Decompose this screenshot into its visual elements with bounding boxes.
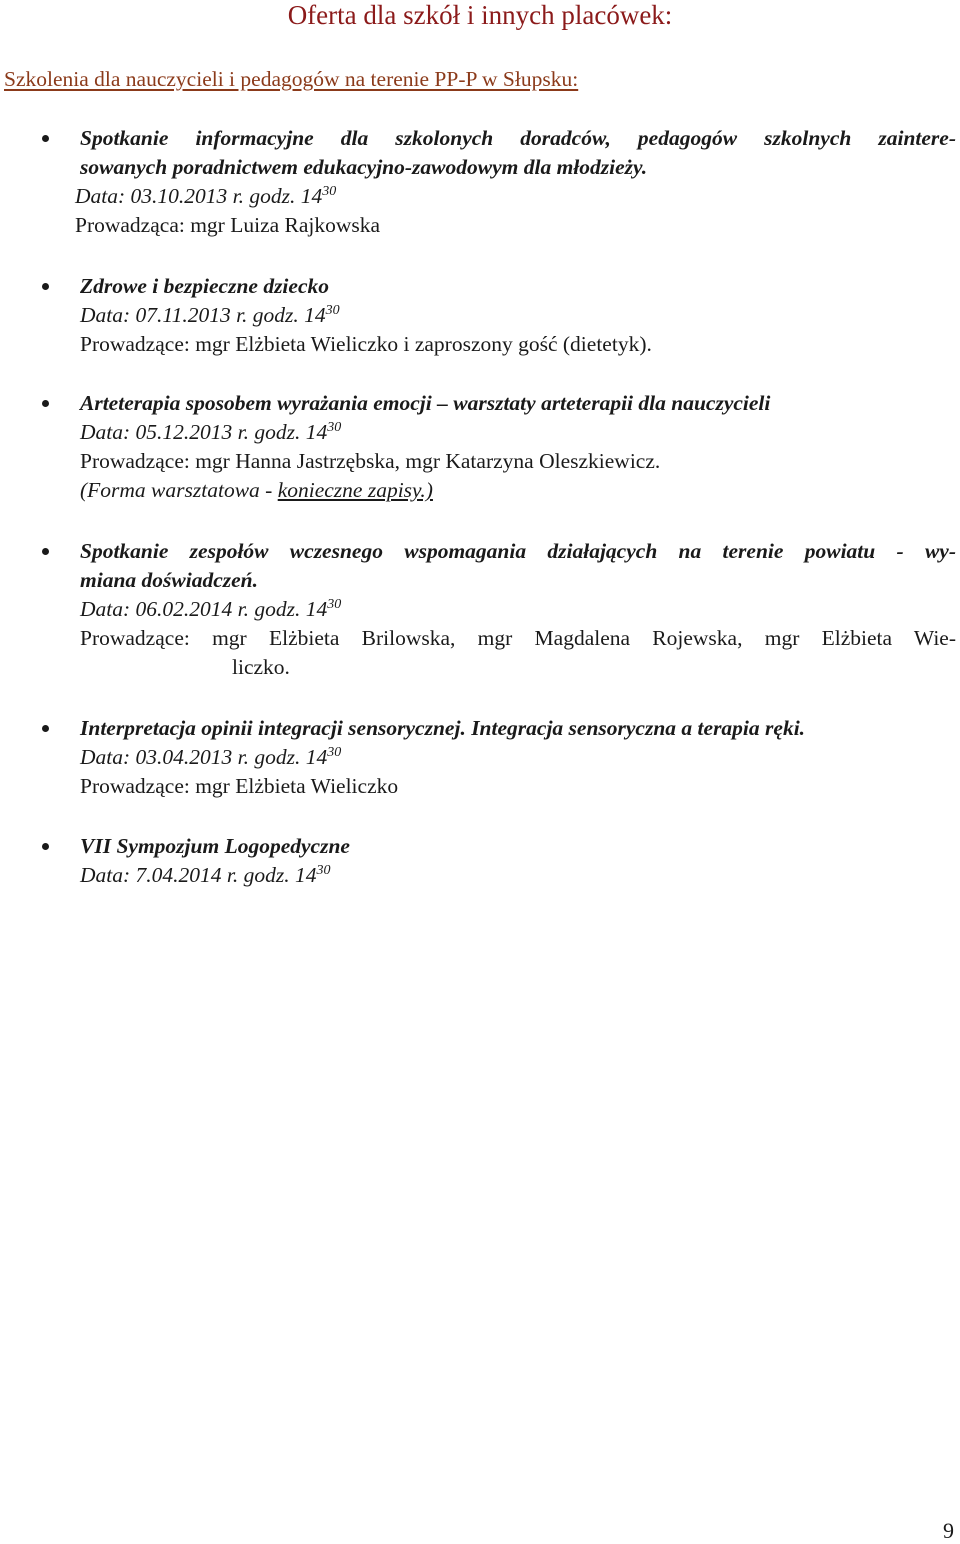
bullet-icon <box>42 135 49 142</box>
item-date: Data: 07.11.2013 r. godz. $14^{30}$ <box>80 302 340 327</box>
item-leader-line: Prowadzące: mgr Elżbieta Brilowska, mgr Magdalena Rojewska, mgr Elżbieta Wie- <box>80 626 956 650</box>
item-title-line: Zdrowe i bezpieczne dziecko <box>80 274 329 298</box>
item-title-line: Spotkanie zespołów wczesnego wspomagania działających na terenie powiatu - wy- <box>80 539 956 563</box>
item-date: Data: 06.02.2014 r. godz. $14^{30}$ <box>80 596 342 621</box>
item-leader-line: liczko. <box>232 655 290 679</box>
item-date: Data: 03.04.2013 r. godz. $14^{30}$ <box>80 744 342 769</box>
item-date: Data: 7.04.2014 r. godz. $14^{30}$ <box>80 862 331 887</box>
item-leader: Prowadzące: mgr Hanna Jastrzębska, mgr Katarzyna Oleszkiewicz. <box>80 449 661 473</box>
item-date: Data: 03.10.2013 r. godz. $14^{30}$ <box>75 183 337 208</box>
item-title-line: VII Sympozjum Logopedyczne <box>80 834 350 858</box>
bullet-icon <box>42 400 49 407</box>
item-title-line: Spotkanie informacyjne dla szkolonych doradców, pedagogów szkolnych zaintere- <box>80 126 956 150</box>
item-title-line: Interpretacja opinii integracji sensorycznej. Integracja sensoryczna a terapia ręki. <box>80 716 806 740</box>
signup-link[interactable]: konieczne zapisy.) <box>277 478 433 502</box>
item-note: (Forma warsztatowa - konieczne zapisy.) <box>80 478 433 502</box>
bullet-icon <box>42 283 49 290</box>
item-title-line: sowanych poradnictwem edukacyjno-zawodowym dla młodzieży. <box>80 155 648 179</box>
page-number: 9 <box>943 1518 954 1543</box>
item-date: Data: 05.12.2013 r. godz. $14^{30}$ <box>80 419 342 444</box>
item-leader: Prowadząca: mgr Luiza Rajkowska <box>75 213 381 237</box>
bullet-icon <box>42 843 49 850</box>
bullet-icon <box>42 725 49 732</box>
item-title-line: Arteterapia sposobem wyrażania emocji – warsztaty arteterapii dla nauczycieli <box>80 391 771 415</box>
bullet-icon <box>42 548 49 555</box>
item-leader: Prowadzące: mgr Elżbieta Wieliczko <box>80 774 399 798</box>
item-leader: Prowadzące: mgr Elżbieta Wieliczko i zaproszony gość (dietetyk). <box>80 332 652 356</box>
page-title: Oferta dla szkół i innych placówek: <box>287 0 673 30</box>
item-title-line: miana doświadczeń. <box>80 568 258 592</box>
section-heading: Szkolenia dla nauczycieli i pedagogów na terenie PP-P w Słupsku: <box>4 67 579 91</box>
